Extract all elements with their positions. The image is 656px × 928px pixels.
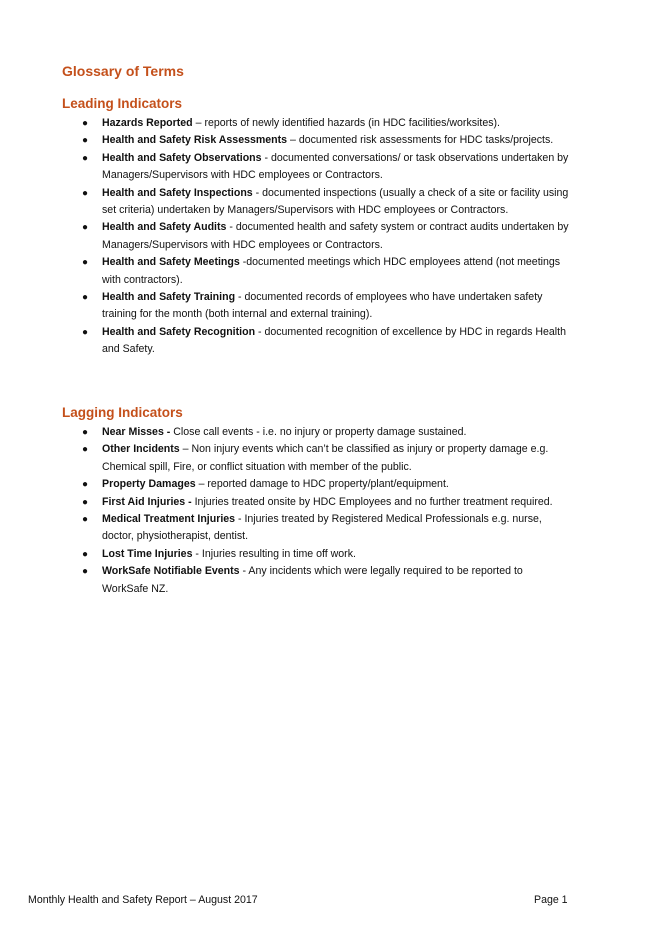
term-description: - documented health and safety system or contract audits undertaken by Managers/Supervisors with HDC employees or Contractors. <box>102 221 569 251</box>
bullet-icon: ● <box>82 187 89 199</box>
term-description: - documented records of employees who have undertaken safety training for the month (both internal and external training). <box>102 291 543 321</box>
bullet-icon: ● <box>82 496 89 508</box>
term-description: - documented recognition of excellence by HDC in regards Health and Safety. <box>102 325 566 356</box>
page-title: Glossary of Terms <box>62 63 184 79</box>
leading-indicators-heading: Leading Indicators <box>62 96 183 111</box>
term-description: - documented inspections (usually a check of a site or facility using set criteria) undertaken by Managers/Supervisors with HDC employees or Contractors. <box>102 186 569 217</box>
term-description: - Injuries treated by Registered Medical Professionals e.g. nurse, doctor, physiotherapist, dentist. <box>102 513 542 543</box>
term-label: Property Damages <box>102 478 196 491</box>
bullet-icon: ● <box>82 444 89 456</box>
list-item <box>82 289 572 324</box>
lagging-indicators-list <box>82 424 572 598</box>
term-description: -documented meetings which HDC employees attend (not meetings with contractors). <box>102 256 561 286</box>
term-label: Health and Safety Meetings <box>102 256 240 269</box>
term-label: Hazards Reported <box>102 117 193 129</box>
term-label: Health and Safety Recognition <box>102 325 256 338</box>
term-description: – reports of newly identified hazards (in HDC facilities/worksites). <box>192 117 501 129</box>
list-item <box>82 476 572 493</box>
footer-page-number: Page 1 <box>534 894 568 906</box>
list-item <box>82 185 572 220</box>
list-item <box>82 254 572 289</box>
term-label: Health and Safety Training <box>102 291 236 304</box>
term-label: Lost Time Injuries <box>102 547 193 560</box>
bullet-icon: ● <box>82 222 89 234</box>
list-item <box>82 511 572 546</box>
bullet-icon: ● <box>82 479 89 491</box>
list-item <box>82 324 572 359</box>
list-item <box>82 150 572 185</box>
term-description: – documented risk assessments for HDC tasks/projects. <box>287 134 554 147</box>
term-label: Near Misses - <box>102 426 171 438</box>
term-description: – Non injury events which can’t be classified as injury or property damage e.g. Chemical spill, Fire, or conflict situation with member of the public. <box>102 443 549 473</box>
term-label: Health and Safety Audits <box>102 221 227 234</box>
list-item <box>82 546 572 563</box>
bullet-icon: ● <box>82 514 89 526</box>
bullet-icon: ● <box>82 292 89 304</box>
term-label: Other Incidents <box>102 443 180 456</box>
bullet-icon: ● <box>82 118 89 129</box>
term-description: - Any incidents which were legally required to be reported to WorkSafe NZ. <box>102 565 523 595</box>
footer-report-title: Monthly Health and Safety Report – August 2017 <box>28 894 258 906</box>
lagging-indicators-heading: Lagging Indicators <box>62 405 183 420</box>
list-item <box>82 494 572 511</box>
term-description: - Injuries resulting in time off work. <box>192 547 356 560</box>
bullet-icon: ● <box>82 326 89 338</box>
bullet-icon: ● <box>82 566 89 578</box>
term-description: - documented conversations/ or task observations undertaken by Managers/Supervisors with HDC employees or Contractors. <box>102 151 569 182</box>
bullet-icon: ● <box>82 257 89 269</box>
list-item <box>82 132 572 149</box>
term-label: Medical Treatment Injuries <box>102 513 236 526</box>
term-label: Health and Safety Inspections <box>102 186 253 199</box>
bullet-icon: ● <box>82 427 89 438</box>
term-label: First Aid Injuries - <box>102 495 192 508</box>
list-item <box>82 424 572 441</box>
bullet-icon: ● <box>82 135 89 147</box>
list-item <box>82 219 572 254</box>
term-description: Close call events - i.e. no injury or property damage sustained. <box>170 426 467 438</box>
list-item <box>82 115 572 132</box>
term-label: Health and Safety Observations <box>102 151 262 164</box>
list-item <box>82 563 572 598</box>
bullet-icon: ● <box>82 152 89 164</box>
term-label: WorkSafe Notifiable Events <box>102 565 240 578</box>
bullet-icon: ● <box>82 548 89 560</box>
leading-indicators-list <box>82 115 572 359</box>
term-description: Injuries treated onsite by HDC Employees and no further treatment required. <box>191 495 553 508</box>
term-label: Health and Safety Risk Assessments <box>102 134 288 147</box>
term-description: – reported damage to HDC property/plant/equipment. <box>195 478 449 491</box>
list-item <box>82 441 572 476</box>
